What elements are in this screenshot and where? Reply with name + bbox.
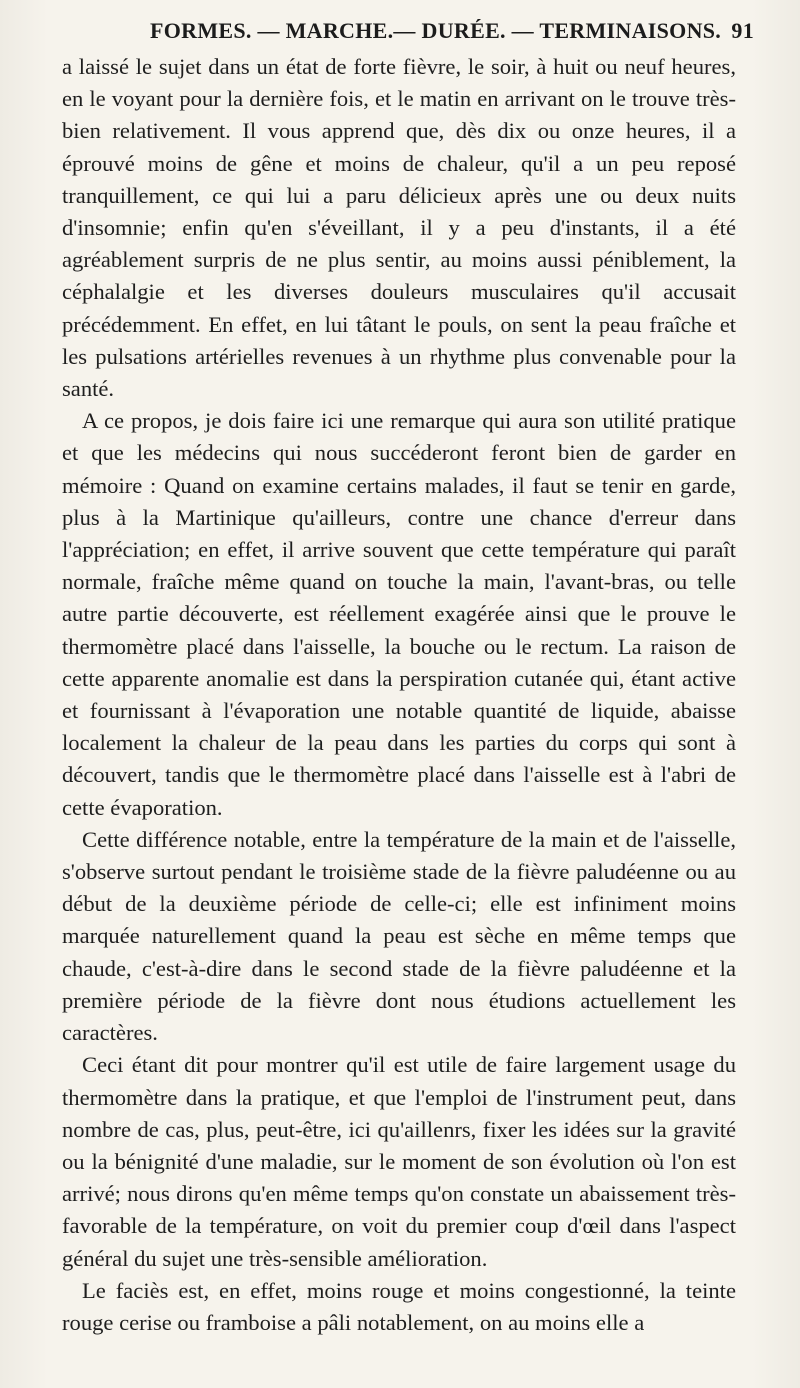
paragraph-difference: Cette différence notable, entre la température de la main et de l'aisselle, s'observe surtout pendant le troisième stade de la fièvre paludéenne ou au début de la deuxième période de celle-ci; elle est infiniment moins marquée naturellement quand la peau est sèche en même temps que chaude, c'est-à-dire dans le second stade de la fièvre paludéenne et la première période de la fièvre dont nous étudions actuellement les caractères. (62, 826, 736, 1046)
paragraph-continuation: a laissé le sujet dans un état de forte fièvre, le soir, à huit ou neuf heures, en le voyant pour la dernière fois, et le matin en arrivant on le trouve très-bien relativement. Il vous apprend que, dès dix ou onze heures, il a éprouvé moins de gêne et moins de chaleur, qu'il a un peu reposé tranquillement, ce qui lui a paru délicieux après une ou deux nuits d'insomnie; enfin qu'en s'éveillant, il y a peu d'instants, il a été agréablement surpris de ne plus sentir, au moins aussi péniblement, la céphalalgie et les diverses douleurs musculaires qu'il accusait précédemment. En effet, en lui tâtant le pouls, on sent la peau fraîche et les pulsations artérielles revenues à un rhythme plus convenable pour la santé. (62, 54, 736, 402)
paragraph-facies: Le faciès est, en effet, moins rouge et moins congestionné, la teinte rouge cerise ou framboise a pâli notablement, on au moins elle a (62, 1277, 736, 1335)
paragraph-remark: A ce propos, je dois faire ici une remarque qui aura son utilité pratique et que les médecins qui nous succéderont feront bien de garder en mémoire : Quand on examine certains malades, il faut se tenir en garde, plus à la Martinique qu'ailleurs, contre une chance d'erreur dans l'appréciation; en effet, il arrive souvent que cette température qui paraît normale, fraîche même quand on touche la main, l'avant-bras, ou telle autre partie découverte, est réellement exagérée ainsi que le prouve le thermomètre placé dans l'aisselle, la bouche ou le rectum. La raison de cette apparente anomalie est dans la perspiration cutanée qui, étant active et fournissant à l'évaporation une notable quantité de liquide, abaisse localement la chaleur de la peau dans les parties du corps qui sont à découvert, tandis que le thermomètre placé dans l'aisselle est à l'abri de cette évaporation. (62, 408, 736, 820)
running-header (150, 8, 754, 48)
body-text (62, 51, 736, 1339)
page-number: 91 (731, 18, 754, 43)
paragraph-thermometer: Ceci étant dit pour montrer qu'il est utile de faire largement usage du thermomètre dans la pratique, et que l'emploi de l'instrument peut, dans nombre de cas, plus, peut-être, ici qu'aillenrs, fixer les idées sur la gravité ou la bénignité d'une maladie, sur le moment de son évolution où l'on est arrivé; nous dirons qu'en même temps qu'on constate un abaissement très-favorable de la température, on voit du premier coup d'œil dans l'aspect général du sujet une très-sensible amélioration. (62, 1052, 736, 1271)
running-title: FORMES. — MARCHE.— DURÉE. — TERMINAISONS. (150, 18, 722, 43)
